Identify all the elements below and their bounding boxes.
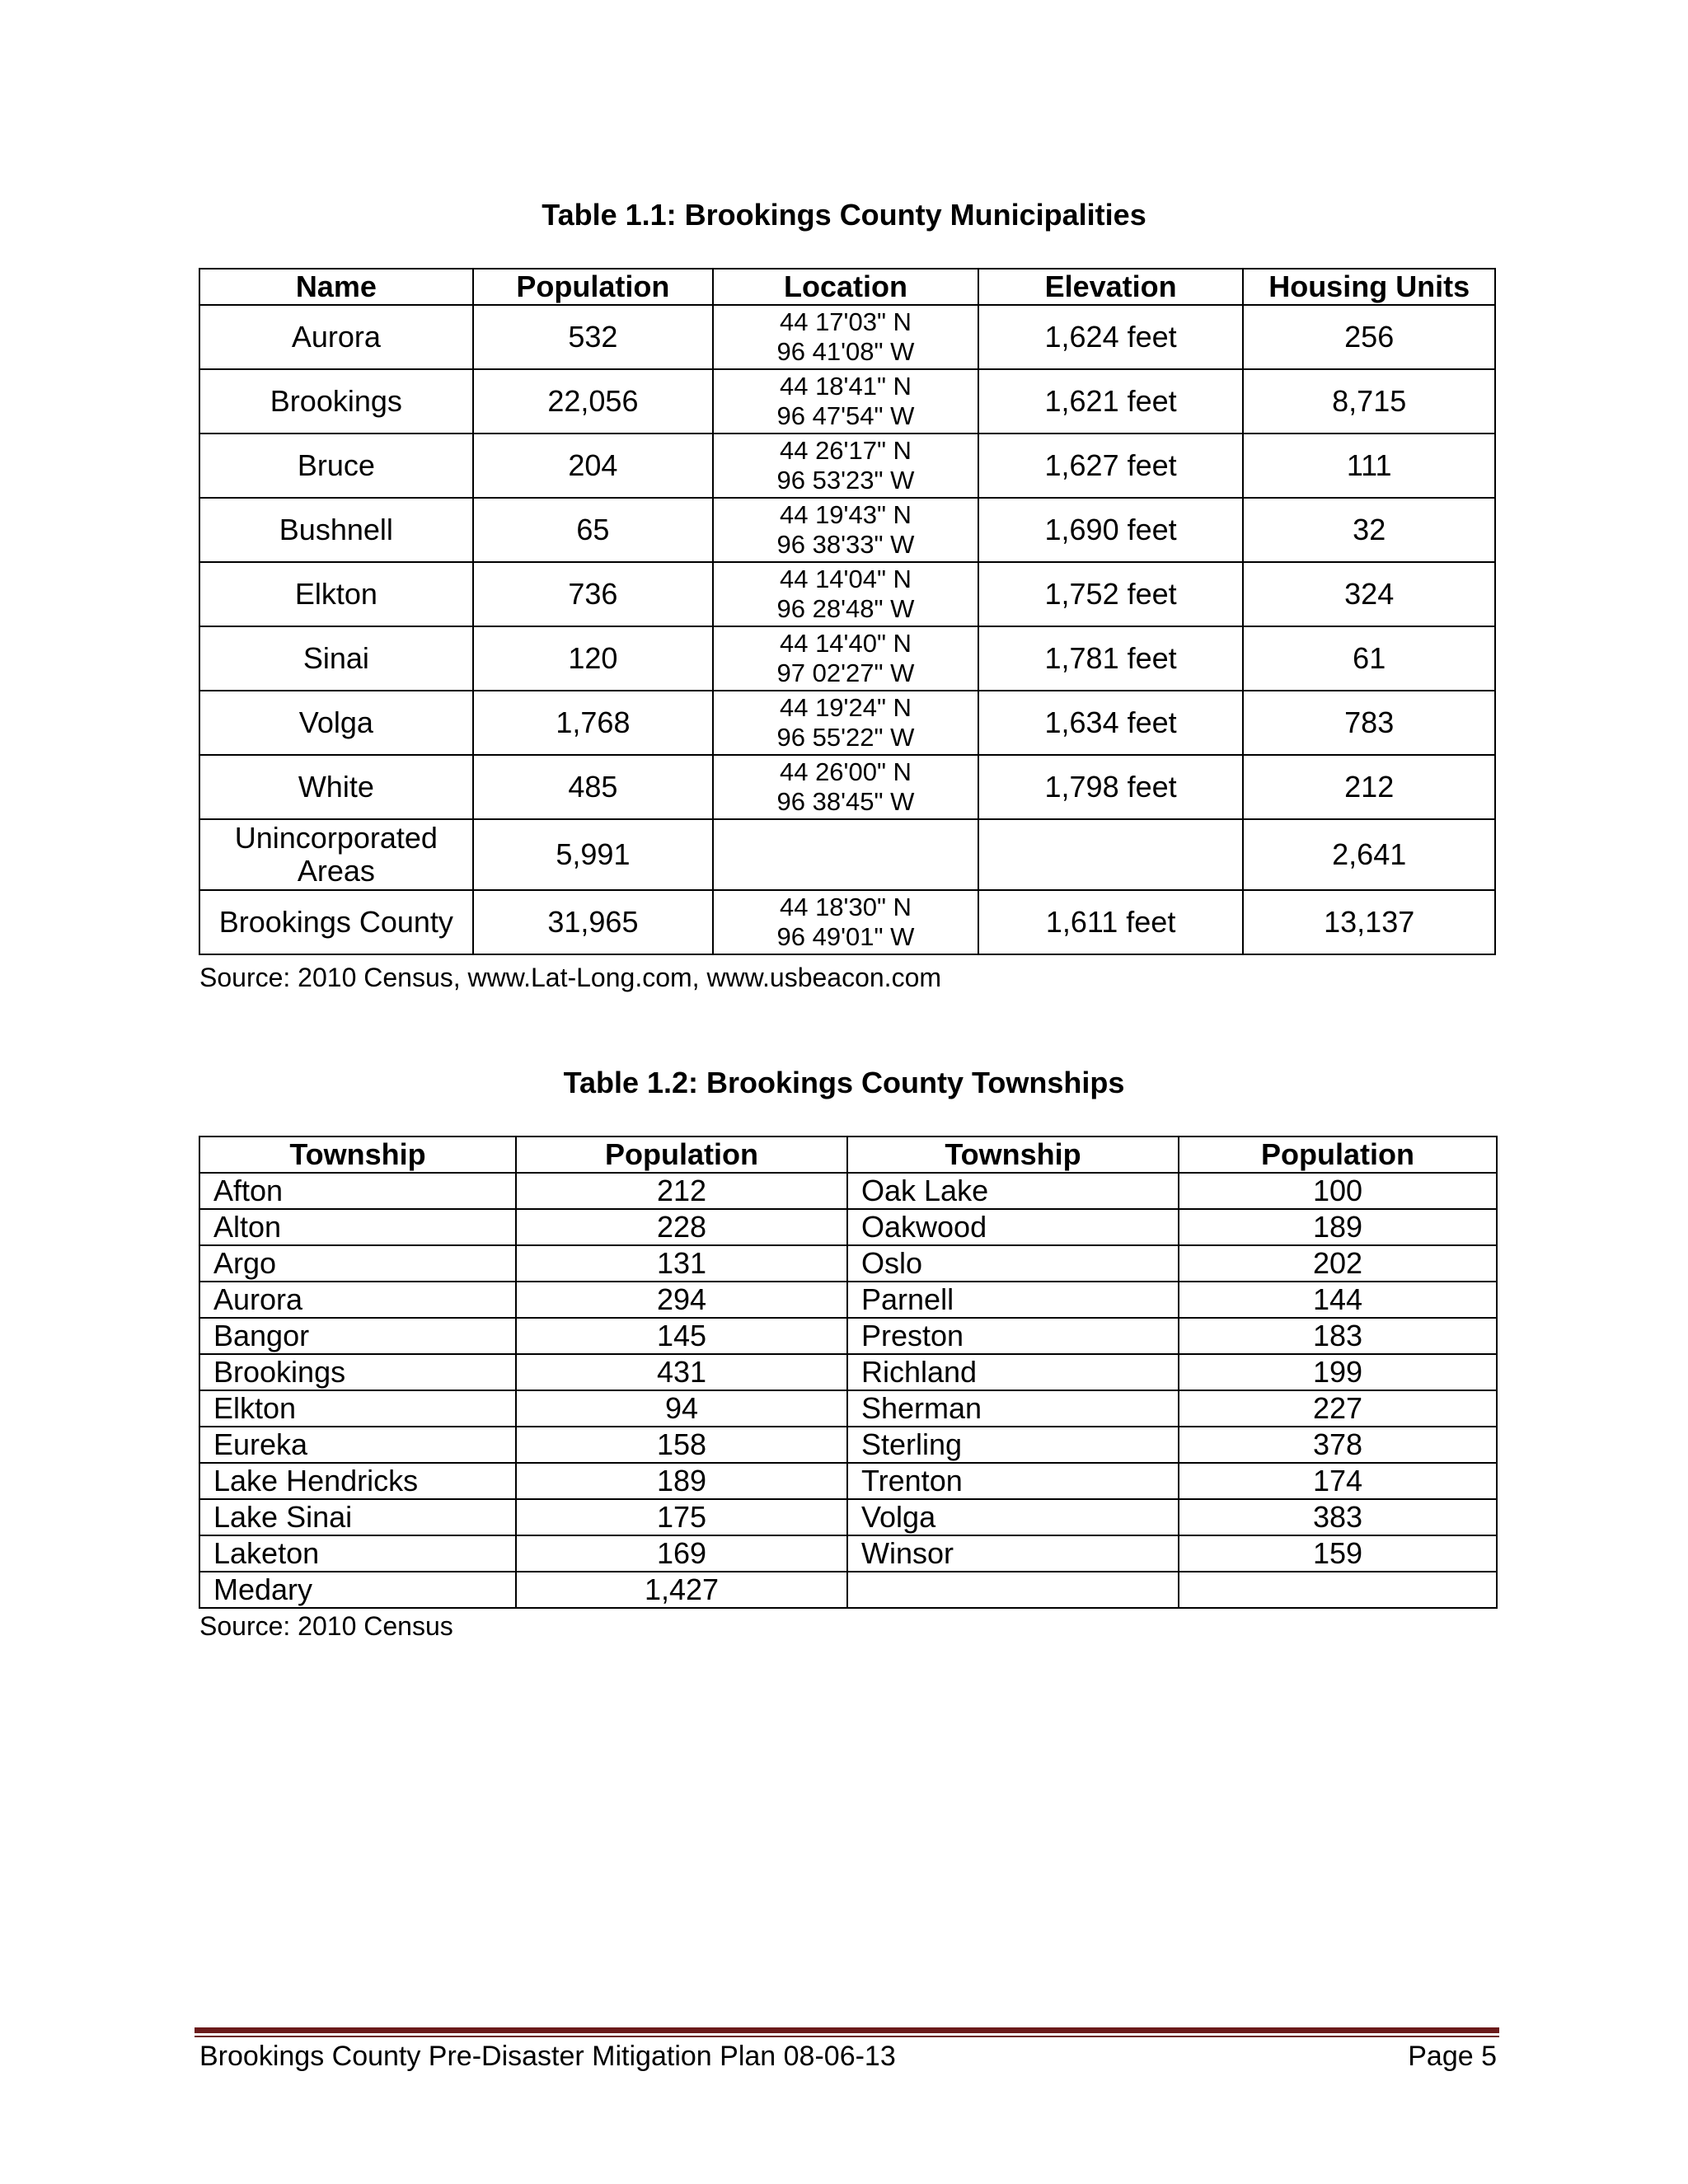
population-cell: 174 [1179, 1463, 1497, 1499]
elevation-cell: 1,627 feet [978, 434, 1244, 498]
population-cell: 120 [473, 626, 713, 691]
table-row [199, 1209, 1497, 1245]
column-header: Population [1179, 1137, 1497, 1173]
housing-units-cell: 2,641 [1243, 819, 1495, 890]
location-cell [713, 691, 978, 755]
footer-document-title: Brookings County Pre-Disaster Mitigation Plan 08-06-13 [199, 2041, 896, 2072]
population-cell: 175 [516, 1499, 847, 1535]
table-row [199, 434, 1495, 498]
table-row [199, 1499, 1497, 1535]
township-name: Oslo [847, 1245, 1179, 1282]
longitude: 97 02'27" W [776, 658, 915, 687]
population-cell: 100 [1179, 1173, 1497, 1209]
table-row [199, 1245, 1497, 1282]
township-name: Argo [199, 1245, 516, 1282]
population-cell: 145 [516, 1318, 847, 1354]
location-cell [713, 890, 978, 954]
township-name: Aurora [199, 1282, 516, 1318]
longitude: 96 55'22" W [776, 723, 915, 752]
township-name: Richland [847, 1354, 1179, 1390]
latitude: 44 26'17" N [779, 436, 912, 465]
table-row [199, 1427, 1497, 1463]
latitude: 44 19'24" N [779, 693, 912, 722]
township-name: Elkton [199, 1390, 516, 1427]
table-row [199, 755, 1495, 819]
population-cell: 189 [1179, 1209, 1497, 1245]
table-2-caption: Table 1.2: Brookings County Townships [563, 1066, 1125, 1099]
longitude: 96 53'23" W [776, 466, 915, 494]
table-row [199, 1173, 1497, 1209]
population-cell [1179, 1572, 1497, 1608]
municipality-name: Brookings [199, 369, 473, 434]
township-name: Afton [199, 1173, 516, 1209]
elevation-cell: 1,634 feet [978, 691, 1244, 755]
population-cell: 183 [1179, 1318, 1497, 1354]
table-1-caption: Table 1.1: Brookings County Municipalities [542, 198, 1146, 232]
elevation-cell: 1,752 feet [978, 562, 1244, 626]
housing-units-cell: 32 [1243, 498, 1495, 562]
latitude: 44 14'04" N [779, 565, 912, 593]
table-row [199, 1318, 1497, 1354]
population-cell: 212 [516, 1173, 847, 1209]
township-name [847, 1572, 1179, 1608]
municipality-name: Aurora [199, 305, 473, 369]
table-row [199, 562, 1495, 626]
table-row [199, 305, 1495, 369]
longitude: 96 28'48" W [776, 594, 915, 623]
latitude: 44 18'41" N [779, 372, 912, 401]
municipality-name: Elkton [199, 562, 473, 626]
name-line: Areas [297, 854, 375, 888]
township-name: Preston [847, 1318, 1179, 1354]
elevation-cell: 1,621 feet [978, 369, 1244, 434]
elevation-cell: 1,781 feet [978, 626, 1244, 691]
township-name: Oakwood [847, 1209, 1179, 1245]
table-row [199, 691, 1495, 755]
table-row [199, 1390, 1497, 1427]
population-cell: 169 [516, 1535, 847, 1572]
population-cell: 485 [473, 755, 713, 819]
population-cell: 202 [1179, 1245, 1497, 1282]
township-name: Parnell [847, 1282, 1179, 1318]
township-name: Sterling [847, 1427, 1179, 1463]
township-name: Winsor [847, 1535, 1179, 1572]
population-cell: 159 [1179, 1535, 1497, 1572]
elevation-cell [978, 819, 1244, 890]
location-cell [713, 626, 978, 691]
housing-units-cell: 111 [1243, 434, 1495, 498]
latitude: 44 19'43" N [779, 500, 912, 529]
table-row [199, 1535, 1497, 1572]
population-cell: 189 [516, 1463, 847, 1499]
table-header-row [199, 269, 1495, 305]
population-cell: 131 [516, 1245, 847, 1282]
location-cell [713, 498, 978, 562]
table-2-source: Source: 2010 Census [199, 1611, 453, 1641]
population-cell: 204 [473, 434, 713, 498]
latitude: 44 17'03" N [779, 307, 912, 336]
footer-page-number: Page 5 [1408, 2041, 1497, 2072]
housing-units-cell: 8,715 [1243, 369, 1495, 434]
table-row [199, 498, 1495, 562]
population-cell: 65 [473, 498, 713, 562]
population-cell: 378 [1179, 1427, 1497, 1463]
location-cell [713, 562, 978, 626]
population-cell: 199 [1179, 1354, 1497, 1390]
elevation-cell: 1,690 feet [978, 498, 1244, 562]
location-cell [713, 305, 978, 369]
township-name: Eureka [199, 1427, 516, 1463]
column-header: Population [516, 1137, 847, 1173]
township-name: Oak Lake [847, 1173, 1179, 1209]
location-cell [713, 434, 978, 498]
population-cell: 228 [516, 1209, 847, 1245]
longitude: 96 47'54" W [776, 401, 915, 430]
population-cell: 144 [1179, 1282, 1497, 1318]
population-cell: 31,965 [473, 890, 713, 954]
column-header: Name [199, 269, 473, 305]
township-name: Lake Sinai [199, 1499, 516, 1535]
municipality-name: White [199, 755, 473, 819]
municipality-name: Sinai [199, 626, 473, 691]
table-row [199, 1282, 1497, 1318]
table-row [199, 1572, 1497, 1608]
population-cell: 1,427 [516, 1572, 847, 1608]
population-cell: 294 [516, 1282, 847, 1318]
population-cell: 532 [473, 305, 713, 369]
population-cell: 94 [516, 1390, 847, 1427]
table-1-source: Source: 2010 Census, www.Lat-Long.com, www.usbeacon.com [199, 963, 942, 992]
township-name: Sherman [847, 1390, 1179, 1427]
township-name: Trenton [847, 1463, 1179, 1499]
name-line: Unincorporated [234, 821, 438, 855]
column-header: Housing Units [1243, 269, 1495, 305]
table-row [199, 1463, 1497, 1499]
table-row [199, 819, 1495, 890]
population-cell: 158 [516, 1427, 847, 1463]
housing-units-cell: 256 [1243, 305, 1495, 369]
housing-units-cell: 783 [1243, 691, 1495, 755]
column-header: Township [847, 1137, 1179, 1173]
housing-units-cell: 61 [1243, 626, 1495, 691]
elevation-cell: 1,624 feet [978, 305, 1244, 369]
township-name: Alton [199, 1209, 516, 1245]
township-name: Lake Hendricks [199, 1463, 516, 1499]
township-name: Volga [847, 1499, 1179, 1535]
population-cell: 431 [516, 1354, 847, 1390]
table-row [199, 1354, 1497, 1390]
elevation-cell: 1,798 feet [978, 755, 1244, 819]
column-header: Elevation [978, 269, 1244, 305]
longitude: 96 41'08" W [776, 337, 915, 366]
municipalities-table [199, 268, 1496, 955]
longitude: 96 49'01" W [776, 922, 915, 951]
latitude: 44 18'30" N [779, 893, 912, 921]
population-cell: 22,056 [473, 369, 713, 434]
footer-rule-thick [195, 2027, 1499, 2033]
municipality-name: Bushnell [199, 498, 473, 562]
population-cell: 1,768 [473, 691, 713, 755]
township-name: Medary [199, 1572, 516, 1608]
longitude: 96 38'45" W [776, 787, 915, 816]
column-header: Township [199, 1137, 516, 1173]
population-cell: 736 [473, 562, 713, 626]
latitude: 44 14'40" N [779, 629, 912, 658]
longitude: 96 38'33" W [776, 530, 915, 559]
municipality-name: Bruce [199, 434, 473, 498]
township-name: Laketon [199, 1535, 516, 1572]
housing-units-cell: 13,137 [1243, 890, 1495, 954]
township-name: Bangor [199, 1318, 516, 1354]
column-header: Location [713, 269, 978, 305]
table-header-row [199, 1137, 1497, 1173]
column-header: Population [473, 269, 713, 305]
elevation-cell: 1,611 feet [978, 890, 1244, 954]
municipality-name: Brookings County [199, 890, 473, 954]
table-row [199, 626, 1495, 691]
table-row [199, 890, 1495, 954]
location-cell [713, 819, 978, 890]
population-cell: 5,991 [473, 819, 713, 890]
location-cell [713, 755, 978, 819]
latitude: 44 26'00" N [779, 757, 912, 786]
housing-units-cell: 324 [1243, 562, 1495, 626]
population-cell: 383 [1179, 1499, 1497, 1535]
housing-units-cell: 212 [1243, 755, 1495, 819]
municipality-name: Volga [199, 691, 473, 755]
municipality-name [199, 819, 473, 890]
footer-rule-thin [195, 2036, 1499, 2037]
table-row [199, 369, 1495, 434]
location-cell [713, 369, 978, 434]
township-name: Brookings [199, 1354, 516, 1390]
population-cell: 227 [1179, 1390, 1497, 1427]
townships-table [199, 1136, 1498, 1609]
